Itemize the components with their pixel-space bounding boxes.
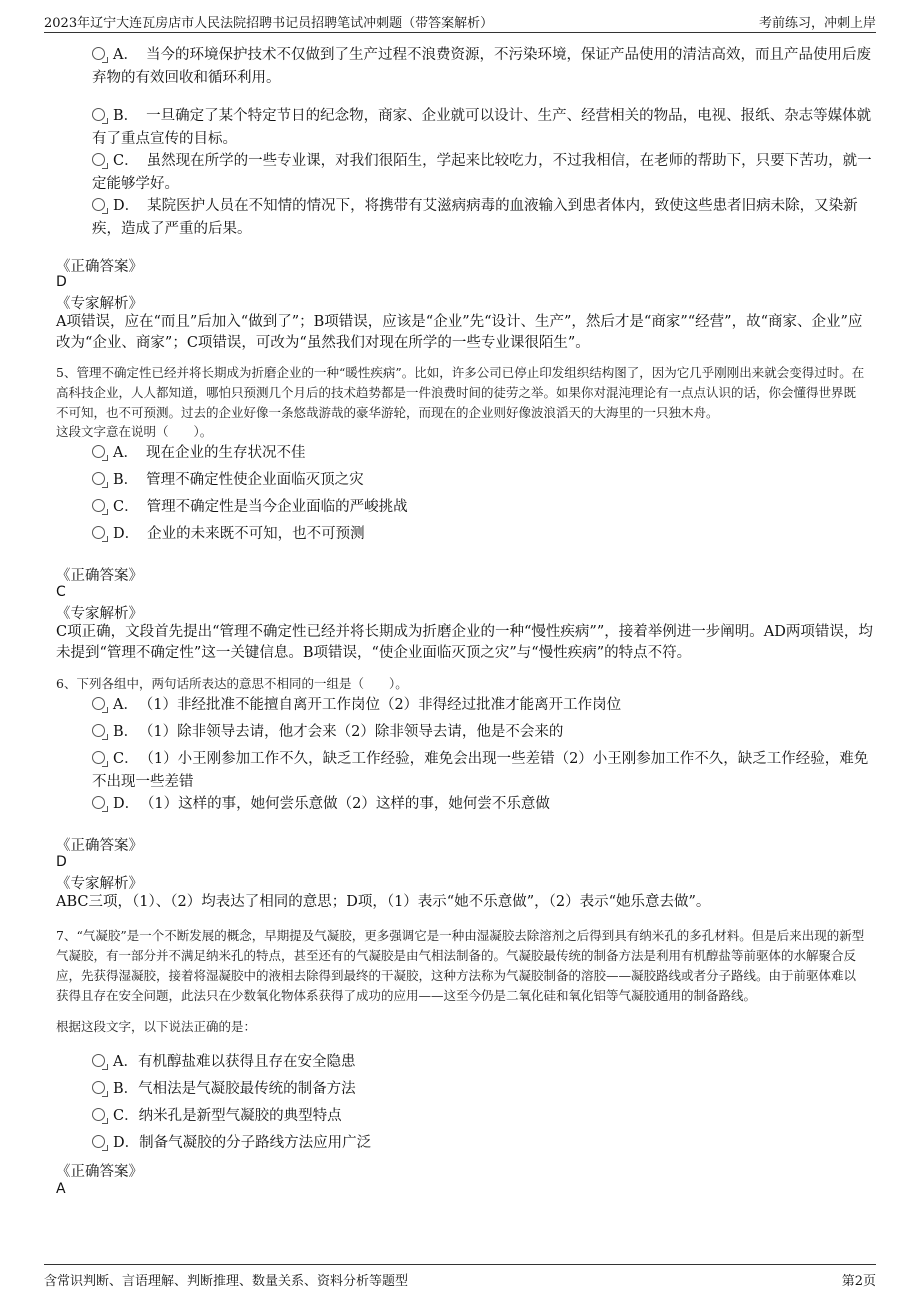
header-title: 2023年辽宁大连瓦房店市人民法院招聘书记员招聘笔试冲刺题（带答案解析） xyxy=(44,16,494,31)
radio-icon[interactable] xyxy=(92,724,105,737)
radio-icon[interactable] xyxy=(92,1081,105,1094)
q7-option-b[interactable]: B．气相法是气凝胶最传统的制备方法 xyxy=(92,1078,882,1101)
answer-value: A xyxy=(56,1181,66,1197)
radio-icon[interactable] xyxy=(92,526,105,539)
question-prompt: 根据这段文字，以下说法正确的是： xyxy=(56,1019,257,1034)
q4-option-a[interactable]: A． 当今的环境保护技术不仅做到了生产过程不浪费资源，不污染环境，保证产品使用的清洁高效，而且产品使用后废弃物的有效回收和循环利用。 xyxy=(92,47,871,86)
question-prompt: 这段文字意在说明（ ）。 xyxy=(56,424,213,439)
page-footer xyxy=(44,1264,876,1289)
q4-option-d[interactable]: D． 某院医护人员在不知情的情况下，将携带有艾滋病病毒的血液输入到患者体内，致使这些患者旧病未除，又染新疾，造成了严重的后果。 xyxy=(92,198,858,237)
answer-heading: 《正确答案》 xyxy=(56,838,143,854)
answer-heading: 《正确答案》 xyxy=(56,1164,143,1180)
expert-heading: 《专家解析》 xyxy=(56,876,143,892)
explanation-text: ABC三项，（1）、（2）均表达了相同的意思；D项，（1）表示“她不乐意做”，（2）表示“她乐意去做”。 xyxy=(56,894,711,910)
q6-option-a[interactable]: A． （1）非经批准不能擅自离开工作岗位（2）非得经过批准才能离开工作岗位 xyxy=(92,694,882,717)
page-number: 第2页 xyxy=(841,1274,876,1289)
answer-value: C xyxy=(56,584,66,600)
expert-heading: 《专家解析》 xyxy=(56,296,143,312)
explanation-text: A项错误，应在“而且”后加入“做到了”；B项错误，应该是“企业”先“设计、生产”，然后才是“商家”“经营”，故“商家、企业”应改为“企业、商家”；C项错误，可改为“虽然我们对现在所学的一些专业课很陌生”。 xyxy=(56,314,863,351)
q5-option-c[interactable]: C． 管理不确定性是当今企业面临的严峻挑战 xyxy=(92,496,882,519)
radio-icon[interactable] xyxy=(92,198,105,211)
radio-icon[interactable] xyxy=(92,1108,105,1121)
q7-option-d[interactable]: D．制备气凝胶的分子路线方法应用广泛 xyxy=(92,1132,882,1155)
radio-icon[interactable] xyxy=(92,445,105,458)
question-stem: 7、“气凝胶”是一个不断发展的概念，早期提及气凝胶，更多强调它是一种由湿凝胶去除溶剂之后得到具有纳米孔的多孔材料。但是后来出现的新型气凝胶，有一部分并不满足纳米孔的特点，甚至还有的气凝胶是由气相法制备的。气凝胶最传统的制备方法是利用有机醇盐等前驱体的水解聚合反应，先获得湿凝胶，接着将湿凝胶中的液相去除得到最终的干凝胶，这种方法称为气凝胶制备的溶胶——凝胶路线或者分子路线。由于前驱体难以获得且存在安全问题，此法只在少数氧化物体系获得了成功的应用——这至今仍是二氧化硅和氧化铝等气凝胶通用的制备路线。 xyxy=(56,928,865,1003)
answer-value: D xyxy=(56,854,67,870)
page-header xyxy=(44,10,876,33)
q6-option-c[interactable]: C． （1）小王刚参加工作不久，缺乏工作经验，难免会出现一些差错（2）小王刚参加工作不久，缺乏工作经验，难免不出现一些差错 xyxy=(92,751,869,790)
q6-option-d[interactable]: D． （1）这样的事，她何尝乐意做（2）这样的事，她何尝不乐意做 xyxy=(92,793,882,816)
question-stem: 6、下列各组中，两句话所表达的意思不相同的一组是（ ）。 xyxy=(56,676,408,691)
radio-icon[interactable] xyxy=(92,472,105,485)
radio-icon[interactable] xyxy=(92,697,105,710)
radio-icon[interactable] xyxy=(92,796,105,809)
answer-value: D xyxy=(56,274,67,290)
radio-icon[interactable] xyxy=(92,108,105,121)
footer-note: 含常识判断、言语理解、判断推理、数量关系、资料分析等题型 xyxy=(44,1274,409,1289)
q5-option-b[interactable]: B． 管理不确定性使企业面临灭顶之灾 xyxy=(92,469,882,492)
radio-icon[interactable] xyxy=(92,499,105,512)
q5-option-a[interactable]: A． 现在企业的生存状况不佳 xyxy=(92,442,882,465)
q7-option-a[interactable]: A．有机醇盐难以获得且存在安全隐患 xyxy=(92,1051,882,1074)
q6-option-b[interactable]: B． （1）除非领导去请，他才会来（2）除非领导去请，他是不会来的 xyxy=(92,721,882,744)
explanation-text: C项正确，文段首先提出“管理不确定性已经并将长期成为折磨企业的一种“慢性疾病””，接着举例进一步阐明。AD两项错误，均未提到“管理不确定性”这一关键信息。B项错误，“使企业面临灭顶之灾”与“慢性疾病”的特点不符。 xyxy=(56,624,873,661)
radio-icon[interactable] xyxy=(92,1054,105,1067)
header-slogan: 考前练习，冲刺上岸 xyxy=(758,16,876,31)
radio-icon[interactable] xyxy=(92,47,105,60)
q4-option-b[interactable]: B． 一旦确定了某个特定节日的纪念物，商家、企业就可以设计、生产、经营相关的物品，电视、报纸、杂志等媒体就有了重点宣传的目标。 xyxy=(92,108,872,147)
answer-heading: 《正确答案》 xyxy=(56,259,143,275)
radio-icon[interactable] xyxy=(92,1135,105,1148)
question-stem: 5、管理不确定性已经并将长期成为折磨企业的一种“暖性疾病”。比如，许多公司已停止印发组织结构图了，因为它几乎刚刚出来就会变得过时。在高科技企业，人人都知道，哪怕只预测几个月后的技术趋势都是一件浪费时间的徒劳之举。如果你对混沌理论有一点点认识的话，你会懂得世界既不可知，也不可预测。过去的企业好像一条悠哉游哉的豪华游轮，而现在的企业则好像波浪滔天的大海里的一只独木舟。 xyxy=(56,365,865,420)
answer-heading: 《正确答案》 xyxy=(56,568,143,584)
expert-heading: 《专家解析》 xyxy=(56,606,143,622)
radio-icon[interactable] xyxy=(92,751,105,764)
q5-option-d[interactable]: D． 企业的未来既不可知，也不可预测 xyxy=(92,523,882,546)
radio-icon[interactable] xyxy=(92,153,105,166)
q7-option-c[interactable]: C．纳米孔是新型气凝胶的典型特点 xyxy=(92,1105,882,1128)
q4-option-c[interactable]: C． 虽然现在所学的一些专业课，对我们很陌生，学起来比较吃力，不过我相信，在老师的帮助下，只要下苦功，就一定能够学好。 xyxy=(92,153,872,192)
